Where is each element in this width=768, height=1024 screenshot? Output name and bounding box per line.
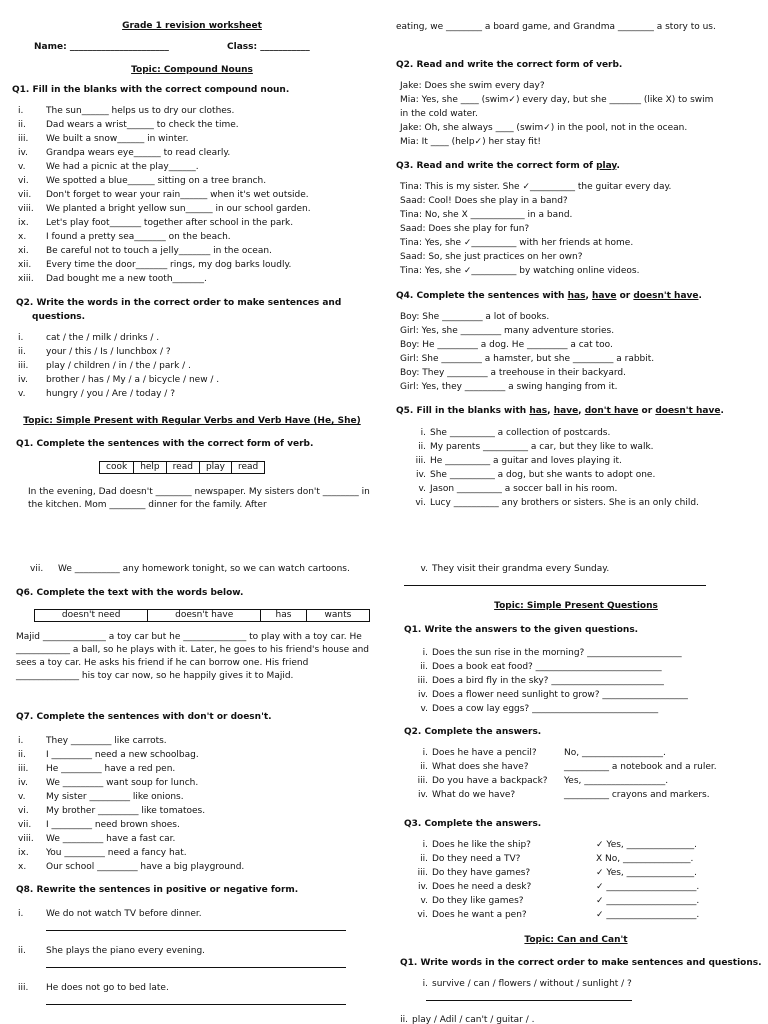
speaker-name: Boy	[400, 340, 417, 350]
item-number: viii.	[18, 204, 34, 214]
item-number: ii.	[400, 1015, 408, 1024]
list-item	[404, 980, 632, 989]
item-text: I _________ need a new schoolbag.	[46, 750, 199, 760]
list-item	[404, 663, 662, 672]
item-number: ii.	[18, 347, 26, 357]
item-text: We do not watch TV before dinner.	[46, 909, 202, 919]
item-number: iii.	[18, 983, 29, 993]
word-box-cell: wants	[306, 610, 369, 622]
item-number: ix.	[18, 848, 29, 858]
qa-row	[404, 911, 527, 920]
item-text: We built a snow______ in winter.	[46, 134, 189, 144]
q3-title-text: Q3. Read and write the correct form of	[396, 161, 597, 171]
answer-blank[interactable]: ✓ ____________________.	[596, 910, 700, 920]
list-item	[18, 737, 167, 746]
dialogue-text: : Yes, she ____ (swim✓) every day, but she _______ (like X) to swim	[415, 95, 714, 105]
item-number: i.	[422, 840, 428, 850]
answer-line[interactable]	[46, 1004, 346, 1005]
verb-paragraph-continued: eating, we ________ a board game, and Grandma ________ a story to us.	[396, 22, 716, 32]
item-number: xii.	[18, 260, 32, 270]
item-number: iv.	[18, 148, 28, 158]
item-text: your / this / Is / lunchbox / ?	[46, 347, 171, 357]
item-text: They _________ like carrots.	[46, 736, 167, 746]
dialogue-text: : She _________ a lot of books.	[416, 312, 550, 322]
q3-answers-title: Q3. Complete the answers.	[404, 819, 542, 829]
item-number: i.	[422, 979, 428, 989]
q6-paragraph: Majid ______________ a toy car but he ______________ to play with a toy car. He ____________ a ball, so he plays with it. Later, he goes to his friend's house and sees a toy car. He asks his friend if he can borrow one. His friend ______________ his toy car now, so he happily gives it to Majid.	[16, 632, 370, 681]
item-text: cat / the / milk / drinks / .	[46, 333, 160, 343]
answer-line[interactable]	[404, 585, 706, 586]
list-item	[402, 429, 610, 438]
list-item	[18, 121, 239, 130]
item-text: They visit their grandma every Sunday.	[432, 564, 610, 574]
item-number: iv.	[18, 778, 28, 788]
worksheet-bottom-half	[0, 525, 768, 1024]
topic-simple-present: Topic: Simple Present with Regular Verbs and Verb Have (He, She)	[23, 416, 361, 426]
item-number: vi.	[18, 806, 29, 816]
item-text: He __________ a guitar and loves playing it.	[430, 456, 622, 466]
list-item	[18, 376, 219, 385]
list-item	[18, 177, 266, 186]
list-item	[18, 765, 175, 774]
dialogue-line	[400, 327, 614, 336]
item-text: My brother _________ like tomatoes.	[46, 806, 206, 816]
question-text: Does he need a desk?	[432, 882, 532, 892]
list-item	[18, 362, 191, 371]
item-number: ii.	[420, 762, 428, 772]
item-number: i.	[422, 648, 428, 658]
item-text: play / children / in / the / park / .	[46, 361, 191, 371]
item-number: ii.	[18, 750, 26, 760]
answer-blank[interactable]: __________ crayons and markers.	[564, 790, 710, 800]
answer-line[interactable]	[426, 1000, 632, 1001]
dialogue-line: Tina: Yes, she ✓__________ with her friends at home.	[400, 238, 634, 248]
list-item	[404, 705, 658, 714]
list-item	[402, 471, 655, 480]
item-number: v.	[418, 484, 426, 494]
question-text: Do they have games?	[432, 868, 531, 878]
item-number: v.	[420, 564, 428, 574]
item-text: He _________ have a red pen.	[46, 764, 176, 774]
list-item	[384, 1016, 534, 1024]
item-text: Don't forget to wear your rain______ when it's wet outside.	[46, 190, 309, 200]
list-item	[402, 443, 654, 452]
item-number: x.	[18, 232, 27, 242]
dialogue-text: : They _________ a treehouse in their backyard.	[416, 368, 626, 378]
q2-order-title-a: Q2. Write the words in the correct order to make sentences and	[16, 298, 342, 308]
item-text: survive / can / flowers / without / sunlight / ?	[432, 979, 632, 989]
item-text: We planted a bright yellow sun______ in our school garden.	[46, 204, 311, 214]
question-text: Do you have a backpack?	[432, 776, 548, 786]
item-text: brother / has / My / a / bicycle / new / .	[46, 375, 220, 385]
word-box-cell: read	[232, 462, 265, 474]
list-item	[18, 751, 199, 760]
word-box-cell: has	[261, 610, 307, 622]
item-text: My parents __________ a car, but they like to walk.	[430, 442, 654, 452]
qa-row	[404, 897, 524, 906]
dialogue-line: Saad: So, she just practices on her own?	[400, 252, 583, 262]
qa-row	[404, 749, 537, 758]
q5-title-text: Q5. Fill in the blanks with	[396, 406, 530, 416]
item-number: xiii.	[18, 274, 34, 284]
question-text: Do they like games?	[432, 896, 524, 906]
item-number: x.	[18, 862, 27, 872]
q2-answers-title: Q2. Complete the answers.	[404, 727, 542, 737]
list-item	[18, 835, 175, 844]
word-box-cell: cook	[100, 462, 134, 474]
item-number: i.	[18, 736, 24, 746]
item-text: Be careful not to touch a jelly_______ in the ocean.	[46, 246, 272, 256]
word-box-cell: help	[134, 462, 166, 474]
item-number: i.	[18, 333, 24, 343]
q4-has-have-title: Q4. Complete the sentences with has, have or doesn't have.	[396, 291, 702, 301]
item-text: Does a cow lay eggs? ____________________________	[432, 704, 659, 714]
question-text: What do we have?	[432, 790, 516, 800]
list-item	[18, 390, 175, 399]
list-item	[18, 793, 184, 802]
answer-blank[interactable]: ✓ Yes, _______________.	[596, 868, 698, 878]
answer-line[interactable]	[46, 930, 346, 931]
item-text: She __________ a dog, but she wants to adopt one.	[430, 470, 656, 480]
q5-item-v-rewrite	[404, 565, 609, 574]
speaker-name: Boy	[400, 368, 417, 378]
item-number: ii.	[418, 442, 426, 452]
item-number: viii.	[18, 834, 34, 844]
item-text: Does a flower need sunlight to grow? ___________________	[432, 690, 688, 700]
q1-questions-title: Q1. Write the answers to the given questions.	[404, 625, 639, 635]
item-number: v.	[420, 704, 428, 714]
item-number: iv.	[416, 470, 426, 480]
item-text: We _________ have a fast car.	[46, 834, 176, 844]
item-number: ii.	[18, 120, 26, 130]
item-number: i.	[18, 909, 24, 919]
q6-title: Q6. Complete the text with the words below.	[16, 588, 244, 598]
item-number: ii.	[420, 662, 428, 672]
speaker-name: Mia	[400, 137, 416, 147]
question-text: Does he want a pen?	[432, 910, 527, 920]
question-text: Do they need a TV?	[432, 854, 521, 864]
answer-blank[interactable]: Yes, __________________.	[564, 776, 669, 786]
qa-row	[404, 841, 531, 850]
item-text: Jason __________ a soccer ball in his room.	[430, 484, 618, 494]
q5-word-have: have	[553, 406, 579, 416]
item-text: Lucy __________ any brothers or sisters. She is an only child.	[430, 498, 699, 508]
speaker-name: Jake	[400, 81, 419, 91]
item-text: The sun______ helps us to dry our clothes.	[46, 106, 235, 116]
dialogue-text: : He _________ a dog. He _________ a cat too.	[416, 340, 613, 350]
list-item	[18, 910, 202, 919]
answer-blank[interactable]: ✓ ____________________.	[596, 882, 700, 892]
q5-word-doesnt-have: doesn't have	[655, 406, 721, 416]
item-number: iv.	[418, 690, 428, 700]
item-text: Dad bought me a new tooth_______.	[46, 274, 207, 284]
list-item	[402, 457, 622, 466]
item-text: We __________ any homework tonight, so we can watch cartoons.	[58, 564, 350, 574]
item-number: iv.	[418, 882, 428, 892]
item-text: play / Adil / can't / guitar / .	[412, 1015, 535, 1024]
list-item	[18, 275, 207, 284]
speaker-name: Girl	[400, 382, 416, 392]
list-item	[18, 163, 199, 172]
answer-blank[interactable]: ✓ Yes, _______________.	[596, 840, 698, 850]
item-number: i.	[420, 428, 426, 438]
item-number: vi.	[417, 910, 428, 920]
item-number: vii.	[18, 190, 32, 200]
item-number: i.	[422, 748, 428, 758]
q4-word-have: have	[592, 291, 617, 301]
q3-title-keyword: play	[596, 161, 617, 171]
dialogue-line	[400, 369, 626, 378]
dialogue-text: : Yes, they _________ a swing hanging from it.	[415, 382, 618, 392]
q8-title: Q8. Rewrite the sentences in positive or negative form.	[16, 885, 299, 895]
item-number: iii.	[417, 868, 428, 878]
dialogue-text: : It ____ (help✓) her stay fit!	[415, 137, 541, 147]
item-number: iii.	[18, 361, 29, 371]
item-number: v.	[420, 896, 428, 906]
dialogue-line: Tina: No, she X ____________ in a band.	[400, 210, 573, 220]
verb-word-box	[99, 461, 265, 474]
item-text: Does the sun rise in the morning? _____________________	[432, 648, 682, 658]
dialogue-line	[400, 355, 654, 364]
answer-blank[interactable]: No, __________________.	[564, 748, 666, 758]
list-item	[404, 691, 688, 700]
list-item	[18, 947, 205, 956]
name-field[interactable]: Name: ______________________	[34, 42, 169, 52]
q6-word-box	[34, 609, 370, 622]
topic-questions: Topic: Simple Present Questions	[494, 601, 658, 611]
dialogue-line: Tina: Yes, she ✓__________ by watching online videos.	[400, 266, 640, 276]
list-item	[18, 984, 169, 993]
item-text: You _________ need a fancy hat.	[46, 848, 187, 858]
qa-row	[404, 869, 530, 878]
dialogue-line	[400, 82, 545, 91]
list-item	[18, 807, 205, 816]
item-number: ii.	[420, 854, 428, 864]
item-text: She plays the piano every evening.	[46, 946, 206, 956]
list-item	[404, 649, 682, 658]
q7-title: Q7. Complete the sentences with don't or doesn't.	[16, 712, 272, 722]
question-text: Does he like the ship?	[432, 840, 531, 850]
qa-row	[404, 883, 531, 892]
item-number: vi.	[18, 176, 29, 186]
qa-row	[404, 855, 520, 864]
speaker-name: Jake	[400, 123, 419, 133]
q5-word-dont-have: don't have	[584, 406, 639, 416]
q5-fill-title: Q5. Fill in the blanks with has, have, don't have or doesn't have.	[396, 406, 724, 416]
item-text: I _________ need brown shoes.	[46, 820, 180, 830]
list-item	[18, 149, 230, 158]
list-item	[18, 219, 293, 228]
item-number: v.	[18, 792, 26, 802]
list-item	[18, 261, 291, 270]
dialogue-line	[400, 96, 713, 105]
q4-word-doesnt-have: doesn't have	[633, 291, 699, 301]
dialogue-line	[400, 138, 541, 147]
q5-word-has: has	[529, 406, 548, 416]
item-number: iv.	[418, 790, 428, 800]
list-item	[18, 247, 272, 256]
topic-can-cant: Topic: Can and Can't	[524, 935, 628, 945]
item-number: i.	[18, 106, 24, 116]
dialogue-line: Saad: Does she play for fun?	[400, 224, 530, 234]
speaker-name: Mia	[400, 95, 416, 105]
dialogue-line	[400, 124, 687, 133]
item-number: iii.	[18, 764, 29, 774]
dialogue-line: Tina: This is my sister. She ✓__________ the guitar every day.	[400, 182, 672, 192]
item-text: Dad wears a wrist______ to check the time.	[46, 120, 239, 130]
list-item	[18, 779, 198, 788]
item-number: ii.	[18, 946, 26, 956]
speaker-name: Girl	[400, 354, 416, 364]
worksheet-title: Grade 1 revision worksheet	[122, 21, 262, 31]
list-item	[18, 849, 187, 858]
item-text: She __________ a collection of postcards.	[430, 428, 611, 438]
qa-row	[404, 791, 515, 800]
item-text: He does not go to bed late.	[46, 983, 169, 993]
item-text: Does a book eat food? ____________________________	[432, 662, 662, 672]
item-number: v.	[18, 162, 26, 172]
dialogue-line	[400, 313, 549, 322]
list-item	[402, 485, 617, 494]
dialogue-text: : Does she swim every day?	[418, 81, 545, 91]
q2-read-title: Q2. Read and write the correct form of verb.	[396, 60, 623, 70]
list-item	[18, 863, 244, 872]
q5-item-vii	[30, 565, 350, 574]
item-number: vii.	[30, 564, 44, 574]
answer-blank[interactable]: ✓ ____________________.	[596, 896, 700, 906]
list-item	[18, 348, 171, 357]
item-number: vi.	[415, 498, 426, 508]
answer-line[interactable]	[46, 967, 346, 968]
item-number: xi.	[18, 246, 29, 256]
qa-row	[404, 763, 528, 772]
item-number: iii.	[18, 134, 29, 144]
list-item	[18, 821, 180, 830]
dialogue-text: : Yes, she _________ many adventure stories.	[415, 326, 615, 336]
topic-compound-nouns: Topic: Compound Nouns	[131, 65, 253, 75]
class-field[interactable]: Class: ___________	[227, 42, 310, 52]
q1-can-title: Q1. Write words in the correct order to make sentences and questions.	[400, 958, 762, 968]
item-number: vii.	[18, 820, 32, 830]
item-number: ix.	[18, 218, 29, 228]
item-text: I found a pretty sea_______ on the beach.	[46, 232, 231, 242]
question-text: Does he have a pencil?	[432, 748, 537, 758]
speaker-name: Boy	[400, 312, 417, 322]
q2-order-title-b: questions.	[32, 312, 86, 322]
dialogue-text: : She _________ a hamster, but she _________ a rabbit.	[415, 354, 655, 364]
word-box-cell: read	[166, 462, 199, 474]
qa-row	[404, 777, 548, 786]
list-item	[18, 334, 159, 343]
dialogue-line	[400, 341, 613, 350]
item-text: Does a bird fly in the sky? _________________________	[432, 676, 664, 686]
list-item	[18, 191, 309, 200]
q4-word-has: has	[567, 291, 586, 301]
item-number: iv.	[18, 375, 28, 385]
list-item	[404, 677, 664, 686]
answer-blank[interactable]: __________ a notebook and a ruler.	[564, 762, 717, 772]
answer-blank[interactable]: X No, _______________.	[596, 854, 694, 864]
dialogue-line: Saad: Cool! Does she play in a band?	[400, 196, 568, 206]
word-box-cell: play	[199, 462, 231, 474]
list-item	[18, 135, 189, 144]
q4-word-or: or	[616, 291, 634, 301]
item-text: Let's play foot_______ together after school in the park.	[46, 218, 294, 228]
item-text: We spotted a blue______ sitting on a tree branch.	[46, 176, 267, 186]
dialogue-text: : Oh, she always ____ (swim✓) in the pool, not in the ocean.	[418, 123, 688, 133]
q3-play-title: Q3. Read and write the correct form of play.	[396, 161, 620, 171]
q4-title-text: Q4. Complete the sentences with	[396, 291, 568, 301]
word-box-cell: doesn't have	[148, 610, 261, 622]
q1-compound-title: Q1. Fill in the blanks with the correct compound noun.	[12, 85, 290, 95]
item-text: My sister _________ like onions.	[46, 792, 184, 802]
question-text: What does she have?	[432, 762, 529, 772]
list-item	[18, 107, 234, 116]
item-number: iii.	[417, 676, 428, 686]
item-text: Grandpa wears eye______ to read clearly.	[46, 148, 231, 158]
word-box-cell: doesn't need	[35, 610, 148, 622]
item-text: We _________ want soup for lunch.	[46, 778, 199, 788]
item-text: hungry / you / Are / today / ?	[46, 389, 175, 399]
item-number: v.	[18, 389, 26, 399]
dialogue-line	[400, 383, 617, 392]
dialogue-text: in the cold water.	[400, 109, 478, 119]
verb-paragraph: In the evening, Dad doesn't ________ newspaper. My sisters don't ________ in the kitchen. Mom ________ dinner for the family. After	[28, 487, 370, 510]
list-item	[18, 233, 231, 242]
q1-verb-title: Q1. Complete the sentences with the correct form of verb.	[16, 439, 314, 449]
q5-word-or: or	[638, 406, 656, 416]
list-item	[18, 205, 311, 214]
speaker-name: Girl	[400, 326, 416, 336]
item-text: We had a picnic at the play______.	[46, 162, 199, 172]
item-text: Our school _________ have a big playground.	[46, 862, 245, 872]
item-number: iii.	[415, 456, 426, 466]
item-number: iii.	[417, 776, 428, 786]
dialogue-line	[400, 110, 478, 119]
item-text: Every time the door_______ rings, my dog barks loudly.	[46, 260, 292, 270]
list-item	[402, 499, 699, 508]
